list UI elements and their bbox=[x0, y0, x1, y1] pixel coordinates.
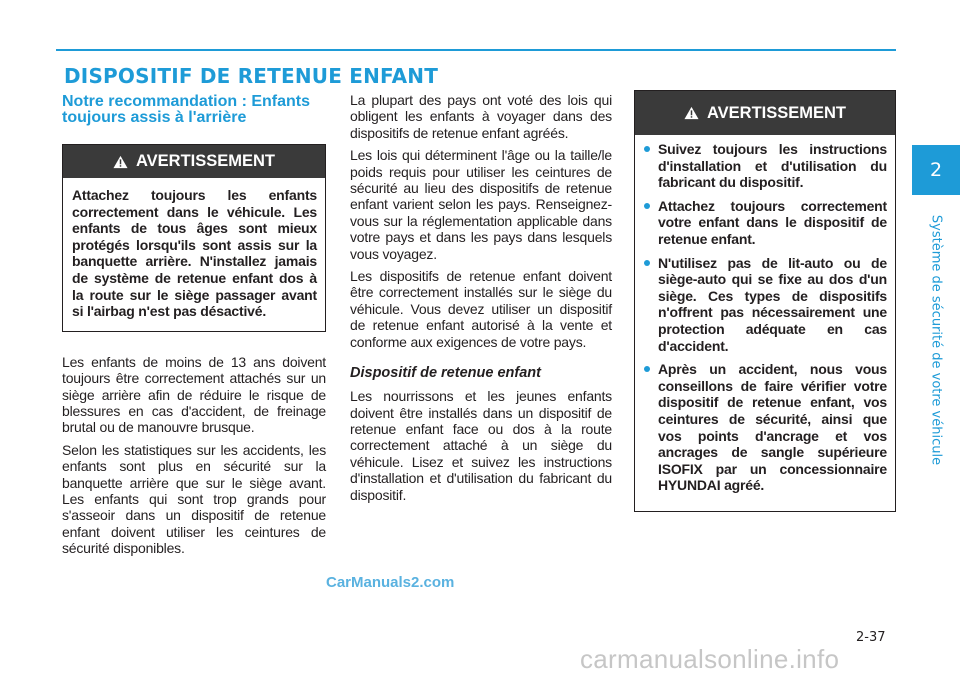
body-paragraph: Les dispositifs de retenue enfant doivent être correctement installés sur le siège du véhicule. Vous devez utiliser un dispositif de retenue enfant autorisé à la vente et conforme aux exigences de votre pays. bbox=[350, 268, 612, 350]
top-rule bbox=[56, 49, 896, 51]
body-paragraph: Les nourrissons et les jeunes enfants doivent être installés dans un dispositif de retenue enfant face ou dos à la route correctement attaché à un siège du véhicule. Lisez et suivez les instructions d'installation et d'utilisation du fabricant du dispositif. bbox=[350, 388, 612, 503]
warning-triangle-icon bbox=[113, 155, 128, 169]
warning-box-left bbox=[62, 144, 326, 332]
carmanualsonline-watermark[interactable]: carmanualsonline.info bbox=[580, 644, 840, 674]
body-paragraph: Les lois qui déterminent l'âge ou la taille/le poids requis pour utiliser les ceintures de sécurité au lieu des dispositifs de retenue enfant varient selon les pays. Renseignez-vous sur la réglementation applicable dans votre pays et dans les pays dans lesquels vous voyagez. bbox=[350, 147, 612, 262]
warning-box-right bbox=[634, 90, 896, 512]
body-paragraph: La plupart des pays ont voté des lois qui obligent les enfants à voyager dans des dispositifs de retenue enfant agréés. bbox=[350, 92, 612, 141]
warning-title: AVERTISSEMENT bbox=[135, 152, 276, 170]
page-number: 2-37 bbox=[856, 630, 886, 645]
left-column bbox=[62, 94, 326, 563]
body-paragraph: Selon les statistiques sur les accidents, les enfants sont plus en sécurité sur la banquette arrière que sur le siège avant. Les enfants qui sont trop grands pour s'asseoir dans un dispositif de retenue enfant doivent utiliser les ceintures de sécurité disponibles. bbox=[62, 441, 326, 557]
warning-header bbox=[635, 91, 895, 135]
warning-title: AVERTISSEMENT bbox=[706, 103, 847, 122]
right-column bbox=[634, 90, 896, 512]
chapter-label-text: Système de sécurité de votre véhicule bbox=[928, 214, 944, 466]
warning-bullet: N'utilisez pas de lit-auto ou de siège-auto qui se fixe au dos d'un siège. Ces types de dispositifs n'offrent pas nécessairement une protection adéquate en cas d'accident. bbox=[643, 255, 887, 355]
chapter-tab[interactable] bbox=[912, 145, 960, 195]
warning-text: Attachez toujours les enfants correctement dans le véhicule. Les enfants de tous âges sont mieux protégés lorsqu'ils sont assis sur la banquette arrière. N'installez jamais de système de retenue enfant dos à la route sur le siège passager avant si l'airbag n'est pas désactivé. bbox=[72, 187, 317, 320]
warning-list bbox=[635, 135, 895, 511]
middle-column bbox=[350, 92, 612, 509]
warning-header bbox=[63, 145, 325, 178]
warning-bullet: Attachez toujours correctement votre enfant dans le dispositif de retenue enfant. bbox=[643, 198, 887, 248]
recommendation-heading: Notre recommandation : Enfants toujours assis à l'arrière bbox=[62, 93, 311, 126]
warning-bullet: Après un accident, nous vous conseillons de faire vérifier votre dispositif de retenue enfant, vos ceintures de sécurité, ainsi que vos points d'ancrage et vos ancrages de sangle supérieure ISOFIX par un concessionnaire HYUNDAI agréé. bbox=[643, 361, 887, 494]
chapter-number: 2 bbox=[929, 159, 943, 181]
section-title: DISPOSITIF DE RETENUE ENFANT bbox=[64, 64, 439, 88]
restraint-subheading: Dispositif de retenue enfant bbox=[350, 365, 541, 382]
warning-bullet: Suivez toujours les instructions d'installation et d'utilisation du fabricant du dispositif. bbox=[643, 141, 887, 191]
body-paragraph: Les enfants de moins de 13 ans doivent toujours être correctement attachés sur un siège arrière afin de réduire le risque de blessures en cas d'accident, de freinage brutal ou de manouvre brusque. bbox=[62, 353, 326, 436]
warning-triangle-icon bbox=[684, 106, 699, 120]
carmanuals-watermark[interactable]: CarManuals2.com bbox=[326, 574, 455, 591]
